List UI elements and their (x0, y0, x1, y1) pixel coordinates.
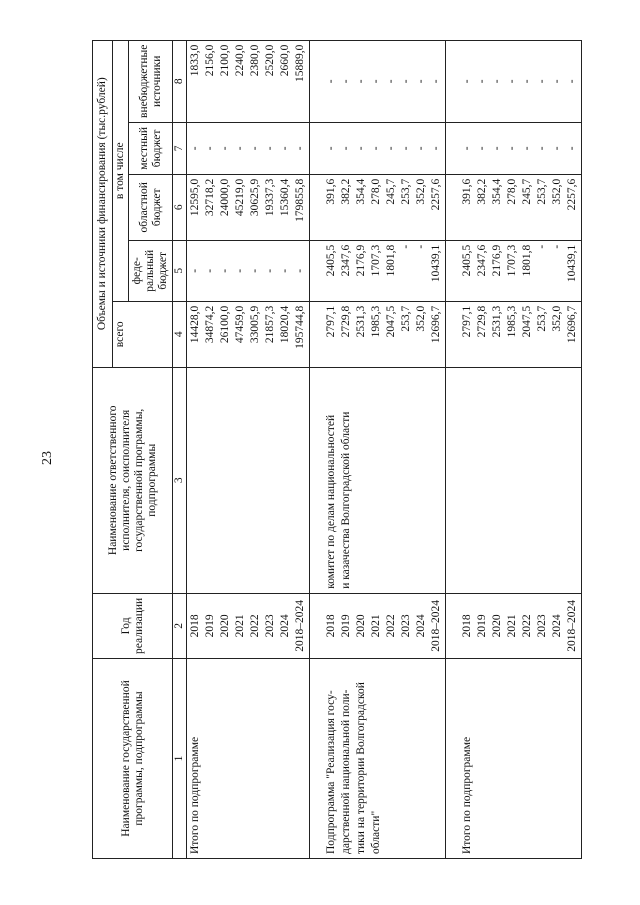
regional-cell: 391,6 382,2 354,4 278,0 245,7 253,7 352,0 2257,6 (446, 174, 582, 240)
local-cell: - - - - - - - - (446, 122, 582, 174)
col-number: 1 (173, 659, 187, 859)
years-cell: 2018 2019 2020 2021 2022 2023 2024 2018–2024 (310, 593, 446, 658)
local-cell: - - - - - - - - (187, 122, 310, 174)
regional-cell: 12595,0 32718,2 24000,0 45219,0 30625,9 19337,3 15360,4 179855,8 (187, 174, 310, 240)
header-local: местный бюджет (129, 122, 173, 174)
subprogram-name: Итого по подпрограмме (187, 659, 310, 859)
table-row (446, 40, 582, 858)
table-row (187, 40, 310, 858)
header-federal: феде-ральный бюджет (129, 240, 173, 301)
header-regional: областной бюджет (129, 174, 173, 240)
page-number: 23 (40, 451, 55, 465)
total-cell: 2797,1 2729,8 2531,3 1985,3 2047,5 253,7 352,0 12696,7 (446, 301, 582, 367)
col-number: 5 (173, 240, 187, 301)
col-number: 2 (173, 593, 187, 658)
header-volumes: Объемы и источники финансирования (тыс.рублей) (93, 40, 113, 367)
total-cell: 2797,1 2729,8 2531,3 1985,3 2047,5 253,7 352,0 12696,7 (310, 301, 446, 367)
subprogram-name: Подпрограмма "Реализация госу- дарственной национальной поли- тики на территории Волгоградской области" (310, 659, 446, 859)
table-row (310, 40, 446, 858)
federal-cell: 2405,5 2347,6 2176,9 1707,3 1801,8 - - 10439,1 (310, 240, 446, 301)
total-cell: 14428,0 34874,2 26100,0 47459,0 33005,9 21857,3 18020,4 195744,8 (187, 301, 310, 367)
col-number: 6 (173, 174, 187, 240)
federal-cell: 2405,5 2347,6 2176,9 1707,3 1801,8 - - 10439,1 (446, 240, 582, 301)
header-incl: в том числе (113, 40, 129, 301)
extra-cell: 1833,0 2156,0 2100,0 2240,0 2380,0 2520,0 2660,0 15889,0 (187, 40, 310, 122)
executor-cell (187, 367, 310, 593)
col-number: 8 (173, 40, 187, 122)
extra-cell: - - - - - - - - (446, 40, 582, 122)
header-total: всего (113, 301, 173, 367)
subprogram-name: Итого по подпрограмме (446, 659, 582, 859)
extra-cell: - - - - - - - - (310, 40, 446, 122)
financing-table (92, 40, 582, 859)
header-year: Год реализации (93, 593, 173, 658)
executor-cell (446, 367, 582, 593)
local-cell: - - - - - - - - (310, 122, 446, 174)
col-number: 7 (173, 122, 187, 174)
header-executor: Наименование ответственного исполнителя, соисполнителя государственной программы, подпрограммы (93, 367, 173, 593)
col-number: 4 (173, 301, 187, 367)
years-cell: 2018 2019 2020 2021 2022 2023 2024 2018–2024 (446, 593, 582, 658)
years-cell: 2018 2019 2020 2021 2022 2023 2024 2018–2024 (187, 593, 310, 658)
header-name: Наименование государственной программы, подпрограммы (93, 659, 173, 859)
executor-cell: комитет по делам национальностей и казачества Волгоградской области (310, 367, 446, 593)
regional-cell: 391,6 382,2 354,4 278,0 245,7 253,7 352,0 2257,6 (310, 174, 446, 240)
col-number: 3 (173, 367, 187, 593)
header-extra: внебюджетные источники (129, 40, 173, 122)
federal-cell: - - - - - - - - (187, 240, 310, 301)
